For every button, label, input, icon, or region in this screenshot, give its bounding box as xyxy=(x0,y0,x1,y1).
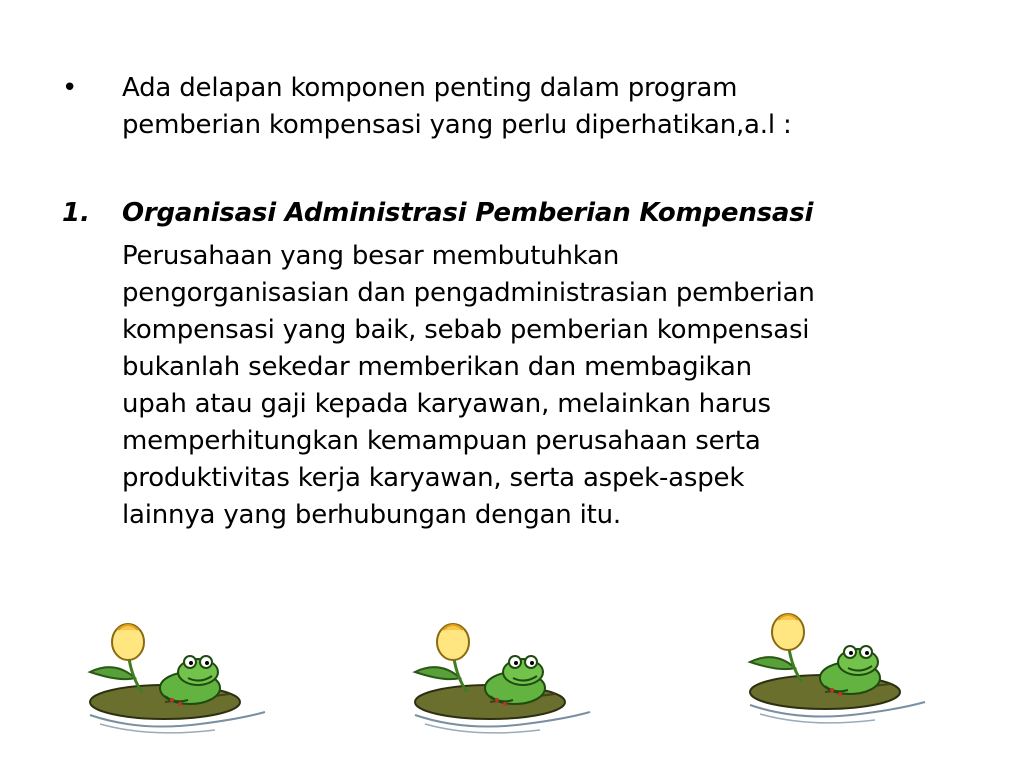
paragraph-line: Perusahaan yang besar membutuhkan xyxy=(122,241,620,271)
paragraph-line: memperhitungkan kemampuan perusahaan serta xyxy=(122,426,761,456)
frog-on-lily-pad-icon xyxy=(740,610,930,730)
paragraph-line: kompensasi yang baik, sebab pemberian kompensasi xyxy=(122,315,810,345)
item-heading: Organisasi Administrasi Pemberian Kompensasi xyxy=(122,198,814,228)
bullet-text xyxy=(122,70,982,144)
item-number: 1. xyxy=(62,198,90,228)
frog-on-lily-pad-icon xyxy=(405,620,595,740)
paragraph-line: pengorganisasian dan pengadministrasian pemberian xyxy=(122,278,815,308)
bullet-line: pemberian kompensasi yang perlu diperhatikan,a.l : xyxy=(122,110,792,140)
frog-on-lily-pad-icon xyxy=(80,620,270,740)
paragraph-line: produktivitas kerja karyawan, serta aspek-aspek xyxy=(122,463,745,493)
bullet-line: Ada delapan komponen penting dalam program xyxy=(122,73,738,103)
paragraph-line: lainnya yang berhubungan dengan itu. xyxy=(122,500,621,530)
paragraph-line: bukanlah sekedar memberikan dan membagikan xyxy=(122,352,752,382)
item-paragraph xyxy=(122,238,982,534)
clipart-row xyxy=(0,610,1024,740)
paragraph-line: upah atau gaji kepada karyawan, melainkan harus xyxy=(122,389,771,419)
bullet-marker: • xyxy=(62,73,78,103)
